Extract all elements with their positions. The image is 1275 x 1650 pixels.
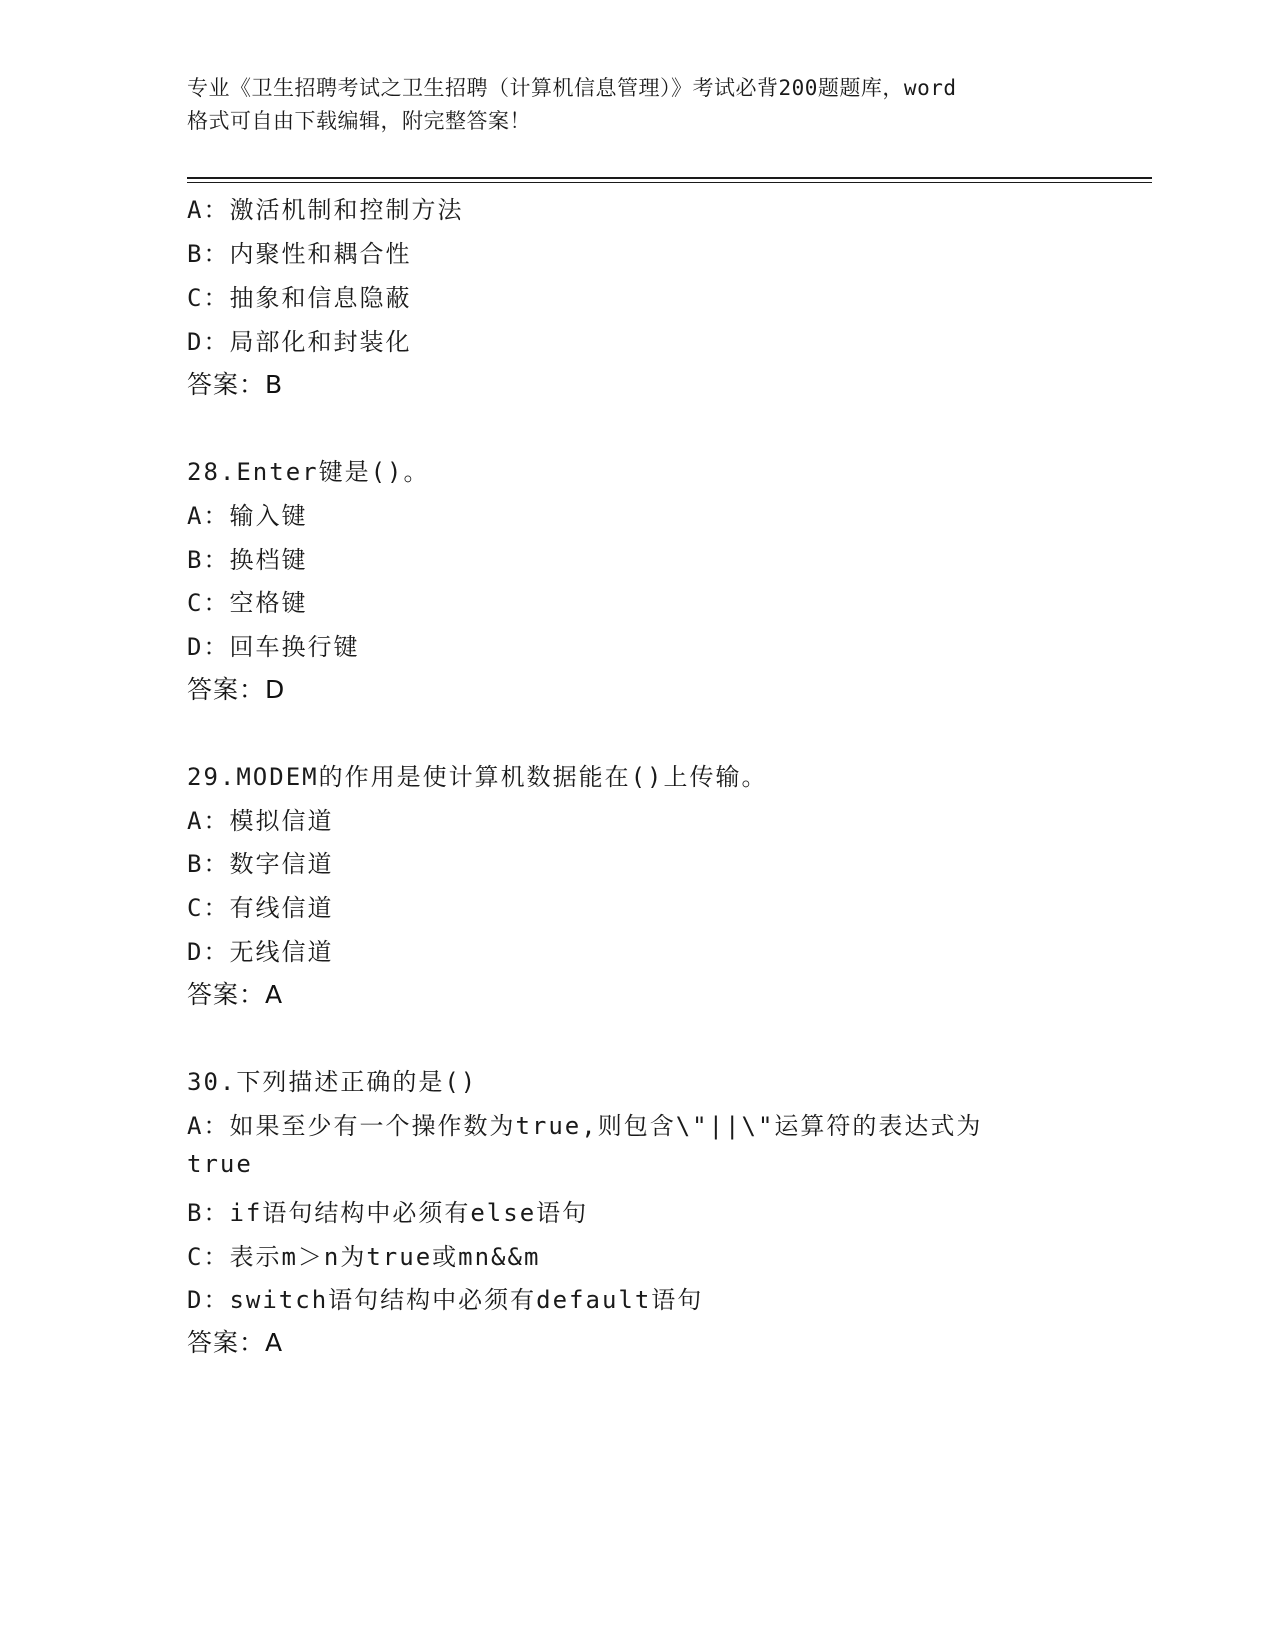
q29-option-c: C：有线信道 [187, 894, 334, 922]
q28-question: 28.Enter键是()。 [187, 458, 430, 486]
document-header [187, 72, 1087, 138]
q28-answer: 答案：D [187, 675, 286, 704]
q30-answer: 答案：A [187, 1328, 284, 1357]
q27-option-d: D：局部化和封装化 [187, 328, 412, 356]
header-divider-thin [187, 182, 1152, 183]
q29-option-a: A：模拟信道 [187, 807, 334, 835]
q30-question: 30.下列描述正确的是() [187, 1068, 478, 1096]
q27-option-c: C：抽象和信息隐蔽 [187, 284, 412, 312]
q28-option-c: C：空格键 [187, 589, 308, 617]
q30-option-a-continued: true [187, 1150, 253, 1178]
q29-answer: 答案：A [187, 980, 284, 1009]
q27-answer: 答案：B [187, 370, 284, 399]
header-divider-thick [187, 177, 1152, 179]
header-title-line-2: 格式可自由下载编辑，附完整答案！ [187, 109, 531, 133]
q29-question: 29.MODEM的作用是使计算机数据能在()上传输。 [187, 763, 768, 791]
q29-option-b: B：数字信道 [187, 850, 334, 878]
q29-option-d: D：无线信道 [187, 938, 334, 966]
q27-option-a: A：激活机制和控制方法 [187, 196, 464, 224]
q30-option-d: D：switch语句结构中必须有default语句 [187, 1286, 704, 1314]
q30-option-c: C：表示m＞n为true或mn&&m [187, 1243, 541, 1271]
q28-option-a: A：输入键 [187, 502, 308, 530]
header-title-line-1: 专业《卫生招聘考试之卫生招聘（计算机信息管理）》考试必背200题题库，word [187, 76, 957, 100]
q28-option-b: B：换档键 [187, 546, 308, 574]
q30-option-b: B：if语句结构中必须有else语句 [187, 1199, 589, 1227]
q27-option-b: B：内聚性和耦合性 [187, 240, 412, 268]
q28-option-d: D：回车换行键 [187, 633, 360, 661]
q30-option-a: A：如果至少有一个操作数为true,则包含\"||\"运算符的表达式为 [187, 1112, 983, 1140]
